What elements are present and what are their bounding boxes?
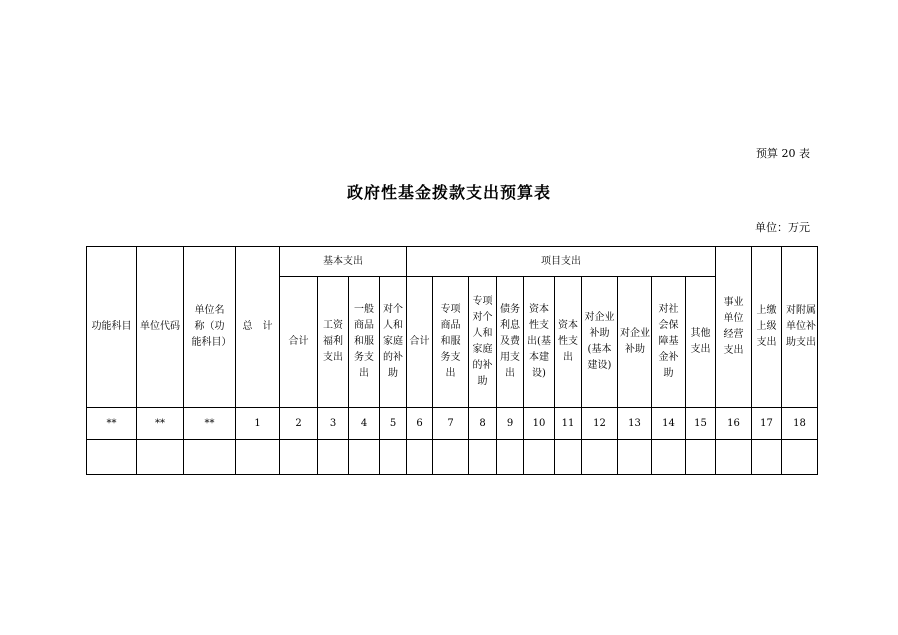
data-cell <box>318 440 349 475</box>
header-project-capital-basic <box>524 277 555 408</box>
header-affiliates-text: 对附属单位补助支出 <box>786 305 817 348</box>
table-header-row <box>87 247 818 277</box>
header-project-other <box>686 277 716 408</box>
data-cell <box>184 440 236 475</box>
header-project-personal <box>469 277 497 408</box>
header-project-social-security <box>652 277 686 408</box>
data-cell <box>87 440 137 475</box>
code-cell: 13 <box>618 408 652 440</box>
header-basic-personal-text: 对个人和家庭的补助 <box>383 304 403 379</box>
code-cell: 1 <box>236 408 280 440</box>
code-cell: 2 <box>280 408 318 440</box>
data-cell <box>349 440 380 475</box>
code-cell: ** <box>137 408 184 440</box>
data-cell <box>782 440 818 475</box>
header-remit-upper <box>752 247 782 408</box>
page-title: 政府性基金拨款支出预算表 <box>346 183 551 202</box>
code-cell: 8 <box>469 408 497 440</box>
data-cell <box>618 440 652 475</box>
header-basic-subtotal: 合计 <box>280 277 318 408</box>
header-project-enterprise <box>618 277 652 408</box>
code-cell: 4 <box>349 408 380 440</box>
code-cell: 11 <box>555 408 582 440</box>
code-cell: 12 <box>582 408 618 440</box>
data-cell <box>236 440 280 475</box>
header-project-other-text: 其他支出 <box>690 328 711 355</box>
code-cell: 14 <box>652 408 686 440</box>
code-cell: 10 <box>524 408 555 440</box>
data-cell <box>752 440 782 475</box>
header-unit-code: 单位代码 <box>137 247 184 408</box>
code-cell: 15 <box>686 408 716 440</box>
header-project-social-security-text: 对社会保障基金补助 <box>658 304 679 379</box>
header-basic-goods-text: 一般商品和服务支出 <box>354 304 374 379</box>
header-project-debt <box>497 277 524 408</box>
header-basic-wages-text: 工资福利支出 <box>323 320 343 363</box>
data-cell <box>407 440 433 475</box>
budget-table <box>86 246 818 475</box>
header-unit-name <box>184 247 236 408</box>
header-project-capital <box>555 277 582 408</box>
header-project-capital-text: 资本性支出 <box>558 320 578 363</box>
header-basic-goods <box>349 277 380 408</box>
code-cell: 6 <box>407 408 433 440</box>
header-project-capital-basic-text: 资本性支出(基本建设) <box>527 304 551 379</box>
header-remit-upper-text: 上缴上级支出 <box>756 305 777 348</box>
code-row <box>87 408 818 440</box>
data-cell <box>716 440 752 475</box>
code-cell: ** <box>87 408 137 440</box>
header-affiliates <box>782 247 818 408</box>
header-basic-personal <box>380 277 407 408</box>
header-basic-wages <box>318 277 349 408</box>
data-cell <box>652 440 686 475</box>
header-basic-group: 基本支出 <box>280 247 407 277</box>
data-cell <box>137 440 184 475</box>
empty-data-row <box>87 440 818 475</box>
header-project-enterprise-basic <box>582 277 618 408</box>
data-cell <box>555 440 582 475</box>
data-cell <box>433 440 469 475</box>
data-cell <box>497 440 524 475</box>
data-cell <box>524 440 555 475</box>
code-cell: 5 <box>380 408 407 440</box>
data-cell <box>686 440 716 475</box>
code-cell: ** <box>184 408 236 440</box>
header-project-enterprise-text: 对企业补助 <box>620 328 650 355</box>
header-operations <box>716 247 752 408</box>
header-project-enterprise-basic-text: 对企业补助(基本建设) <box>584 312 615 371</box>
code-cell: 18 <box>782 408 818 440</box>
code-cell: 3 <box>318 408 349 440</box>
data-cell <box>280 440 318 475</box>
header-project-group: 项目支出 <box>407 247 716 277</box>
header-operations-text: 事业单位经营支出 <box>723 297 744 356</box>
header-func-subject: 功能科目 <box>87 247 137 408</box>
unit-label: 单位：万元 <box>755 221 810 234</box>
header-project-goods <box>433 277 469 408</box>
code-cell: 17 <box>752 408 782 440</box>
header-project-subtotal: 合计 <box>407 277 433 408</box>
code-cell: 16 <box>716 408 752 440</box>
code-cell: 7 <box>433 408 469 440</box>
data-cell <box>469 440 497 475</box>
header-project-debt-text: 债务利息及费用支出 <box>500 304 520 379</box>
header-project-goods-text: 专项商品和服务支出 <box>440 304 461 379</box>
header-total: 总 计 <box>236 247 280 408</box>
data-cell <box>380 440 407 475</box>
form-number: 预算 20 表 <box>756 147 810 160</box>
header-project-personal-text: 专项对个人和家庭的补助 <box>472 296 493 387</box>
data-cell <box>582 440 618 475</box>
code-cell: 9 <box>497 408 524 440</box>
header-unit-name-text: 单位名称（功能科目） <box>191 305 232 348</box>
